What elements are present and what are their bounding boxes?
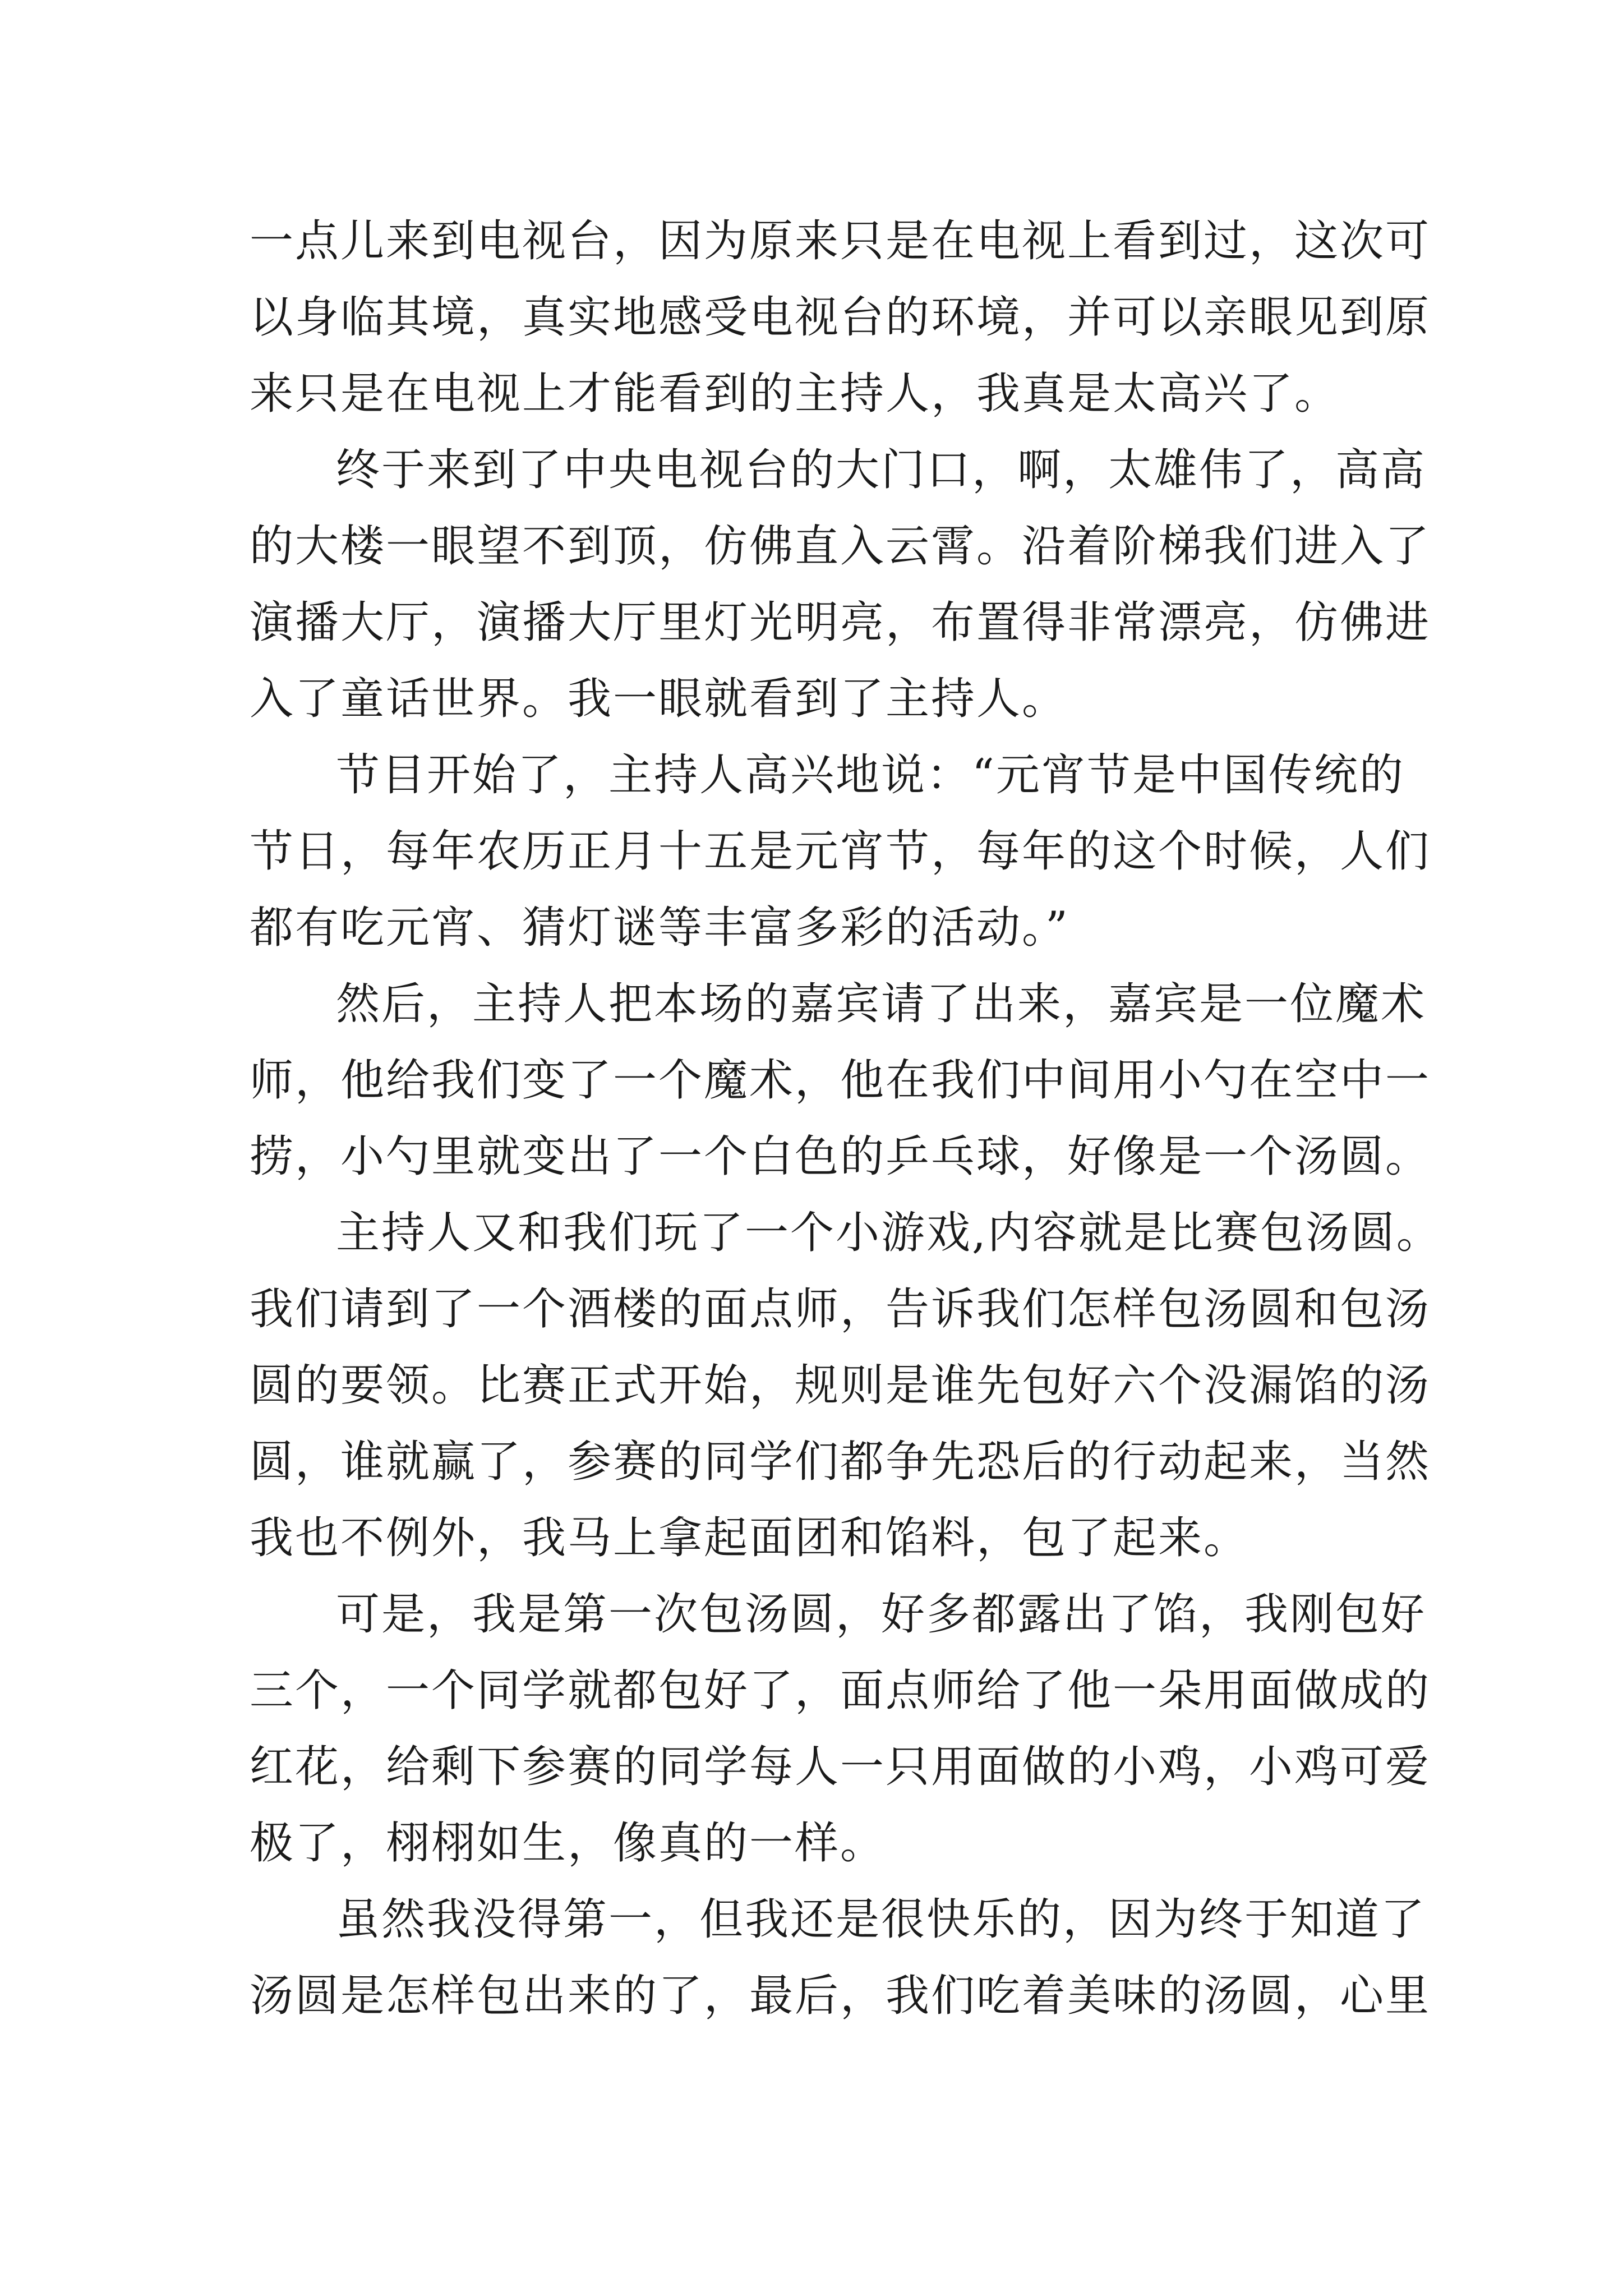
text-line: 我们请到了一个酒楼的面点师，告诉我们怎样包汤圆和包汤 (250, 1284, 1431, 1335)
text-line: 红花，给剩下参赛的同学每人一只用面做的小鸡，小鸡可爱 (250, 1742, 1431, 1792)
text-line: 圆的要领。比赛正式开始，规则是谁先包好六个没漏馅的汤 (250, 1360, 1431, 1411)
text-line: 都有吃元宵、猜灯谜等丰富多彩的活动。” (250, 903, 1069, 953)
text-line: 汤圆是怎样包出来的了，最后，我们吃着美味的汤圆，心里 (250, 1971, 1431, 2021)
text-line: 演播大厅，演播大厅里灯光明亮，布置得非常漂亮，仿佛进 (250, 597, 1431, 648)
text-line: 然后，主持人把本场的嘉宾请了出来，嘉宾是一位魔术 (336, 979, 1427, 1029)
text-line: 捞，小勺里就变出了一个白色的乒乓球，好像是一个汤圆。 (250, 1131, 1431, 1182)
text-line: 主持人又和我们玩了一个小游戏,内容就是比赛包汤圆。 (336, 1208, 1442, 1258)
text-line: 可是，我是第一次包汤圆，好多都露出了馅，我刚包好 (336, 1589, 1427, 1640)
text-line: 节目开始了，主持人高兴地说：“元宵节是中国传统的 (336, 750, 1405, 800)
text-line: 节日，每年农历正月十五是元宵节，每年的这个时候，人们 (250, 826, 1431, 877)
text-line: 入了童话世界。我一眼就看到了主持人。 (250, 674, 1068, 724)
text-line: 的大楼一眼望不到顶，仿佛直入云霄。沿着阶梯我们进入了 (250, 521, 1431, 572)
text-line: 来只是在电视上才能看到的主持人，我真是太高兴了。 (250, 369, 1340, 419)
text-line: 我也不例外，我马上拿起面团和馅料，包了起来。 (250, 1513, 1249, 1563)
text-line: 师，他给我们变了一个魔术，他在我们中间用小勺在空中一 (250, 1055, 1431, 1106)
text-line: 以身临其境，真实地感受电视台的环境，并可以亲眼见到原 (250, 292, 1431, 343)
text-line: 虽然我没得第一，但我还是很快乐的，因为终于知道了 (336, 1894, 1427, 1945)
text-line: 终于来到了中央电视台的大门口，啊，太雄伟了，高高 (336, 445, 1427, 495)
body-text (250, 203, 1442, 2034)
text-line: 极了，栩栩如生，像真的一样。 (250, 1818, 886, 1869)
text-line: 三个，一个同学就都包好了，面点师给了他一朵用面做成的 (250, 1665, 1431, 1716)
text-line: 圆，谁就赢了，参赛的同学们都争先恐后的行动起来，当然 (250, 1437, 1431, 1487)
text-line: 一点儿来到电视台，因为原来只是在电视上看到过，这次可 (250, 216, 1431, 266)
